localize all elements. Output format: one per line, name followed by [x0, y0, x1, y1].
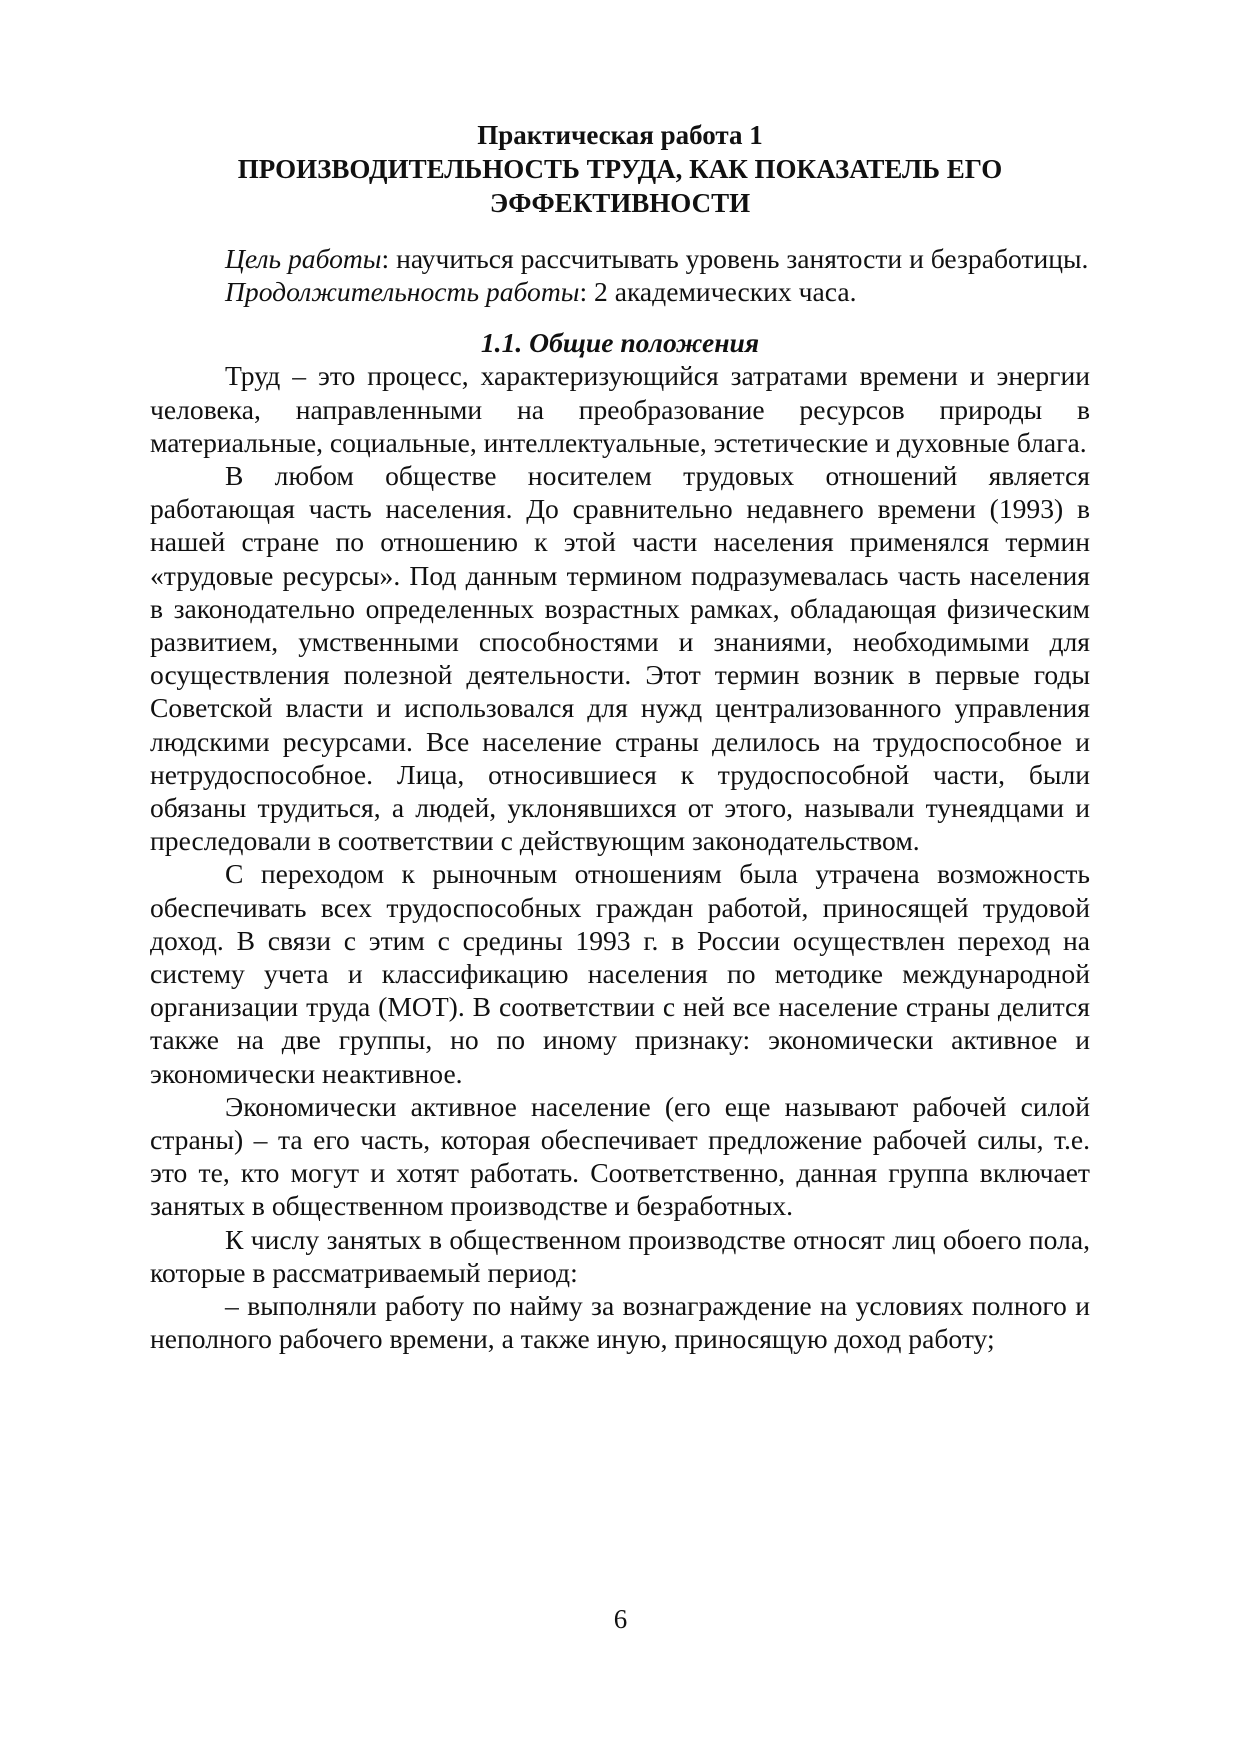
section-heading: 1.1. Общие положения [480, 327, 760, 359]
work-label: Практическая работа 1 [477, 120, 763, 150]
goal-label: Цель работы [225, 243, 382, 274]
duration-line [150, 275, 1090, 308]
title-block [150, 118, 1090, 220]
document-page [150, 118, 1090, 1356]
page-title-line-2: ЭФФЕКТИВНОСТИ [489, 188, 751, 218]
meta-block [150, 242, 1090, 308]
paragraph: Экономически активное население (его еще называют рабочей силой страны) – та его часть, которая обеспечивает предложение рабочей силы, т.е. это те, кто могут и хотят работать. Соответственно, данная группа включает занятых в общественном производстве и безработных. [150, 1090, 1090, 1222]
paragraph: В любом обществе носителем трудовых отношений является работающая часть населения. До сравнительно недавнего времени (1993) в нашей стране по отношению к этой части населения применялся термин «трудовые ресурсы». Под данным термином подразумевалась часть населения в законодательно определенных возрастных рамках, обладающая физическим развитием, умственными способностями и знаниями, необходимыми для осуществления полезной деятельности. Этот термин возник в первые годы Советской власти и использовался для нужд централизованного управления людскими ресурсами. Все население страны делилось на трудоспособное и нетрудоспособное. Лица, относившиеся к трудоспособной части, были обязаны трудиться, а людей, уклонявшихся от этого, называли тунеядцами и преследовали в соответствии с действующим законодательством. [150, 460, 1090, 857]
page-number: 6 [613, 1604, 628, 1634]
duration-label: Продолжительность работы [225, 276, 580, 308]
goal-line [150, 242, 1090, 275]
paragraph: С переходом к рыночным отношениям была утрачена возможность обеспечивать всех трудоспособных граждан работой, приносящей трудовой доход. В связи с этим с средины 1993 г. в России осуществлен переход на систему учета и классификацию населения по методике международной организации труда (МОТ). В соответствии с ней все население страны делится также на две группы, но по иному признаку: экономически активное и экономически неактивное. [150, 858, 1090, 1089]
section-body [150, 359, 1090, 1355]
duration-text: : 2 академических часа. [579, 276, 857, 308]
goal-text: : научиться рассчитывать уровень занятости и безработицы. [381, 243, 1089, 274]
paragraph: К числу занятых в общественном производстве относят лиц обоего пола, которые в рассматриваемый период: [150, 1223, 1090, 1288]
paragraph: Труд – это процесс, характеризующийся затратами времени и энергии человека, направленными на преобразование ресурсов природы в материальные, социальные, интеллектуальные, эстетические и духовные блага. [150, 360, 1090, 458]
page-title-line-1: ПРОИЗВОДИТЕЛЬНОСТЬ ТРУДА, КАК ПОКАЗАТЕЛЬ ЕГО [237, 154, 1003, 184]
list-item: – выполняли работу по найму за вознаграждение на условиях полного и неполного рабочего времени, а также иную, приносящую доход работу; [150, 1290, 1090, 1355]
